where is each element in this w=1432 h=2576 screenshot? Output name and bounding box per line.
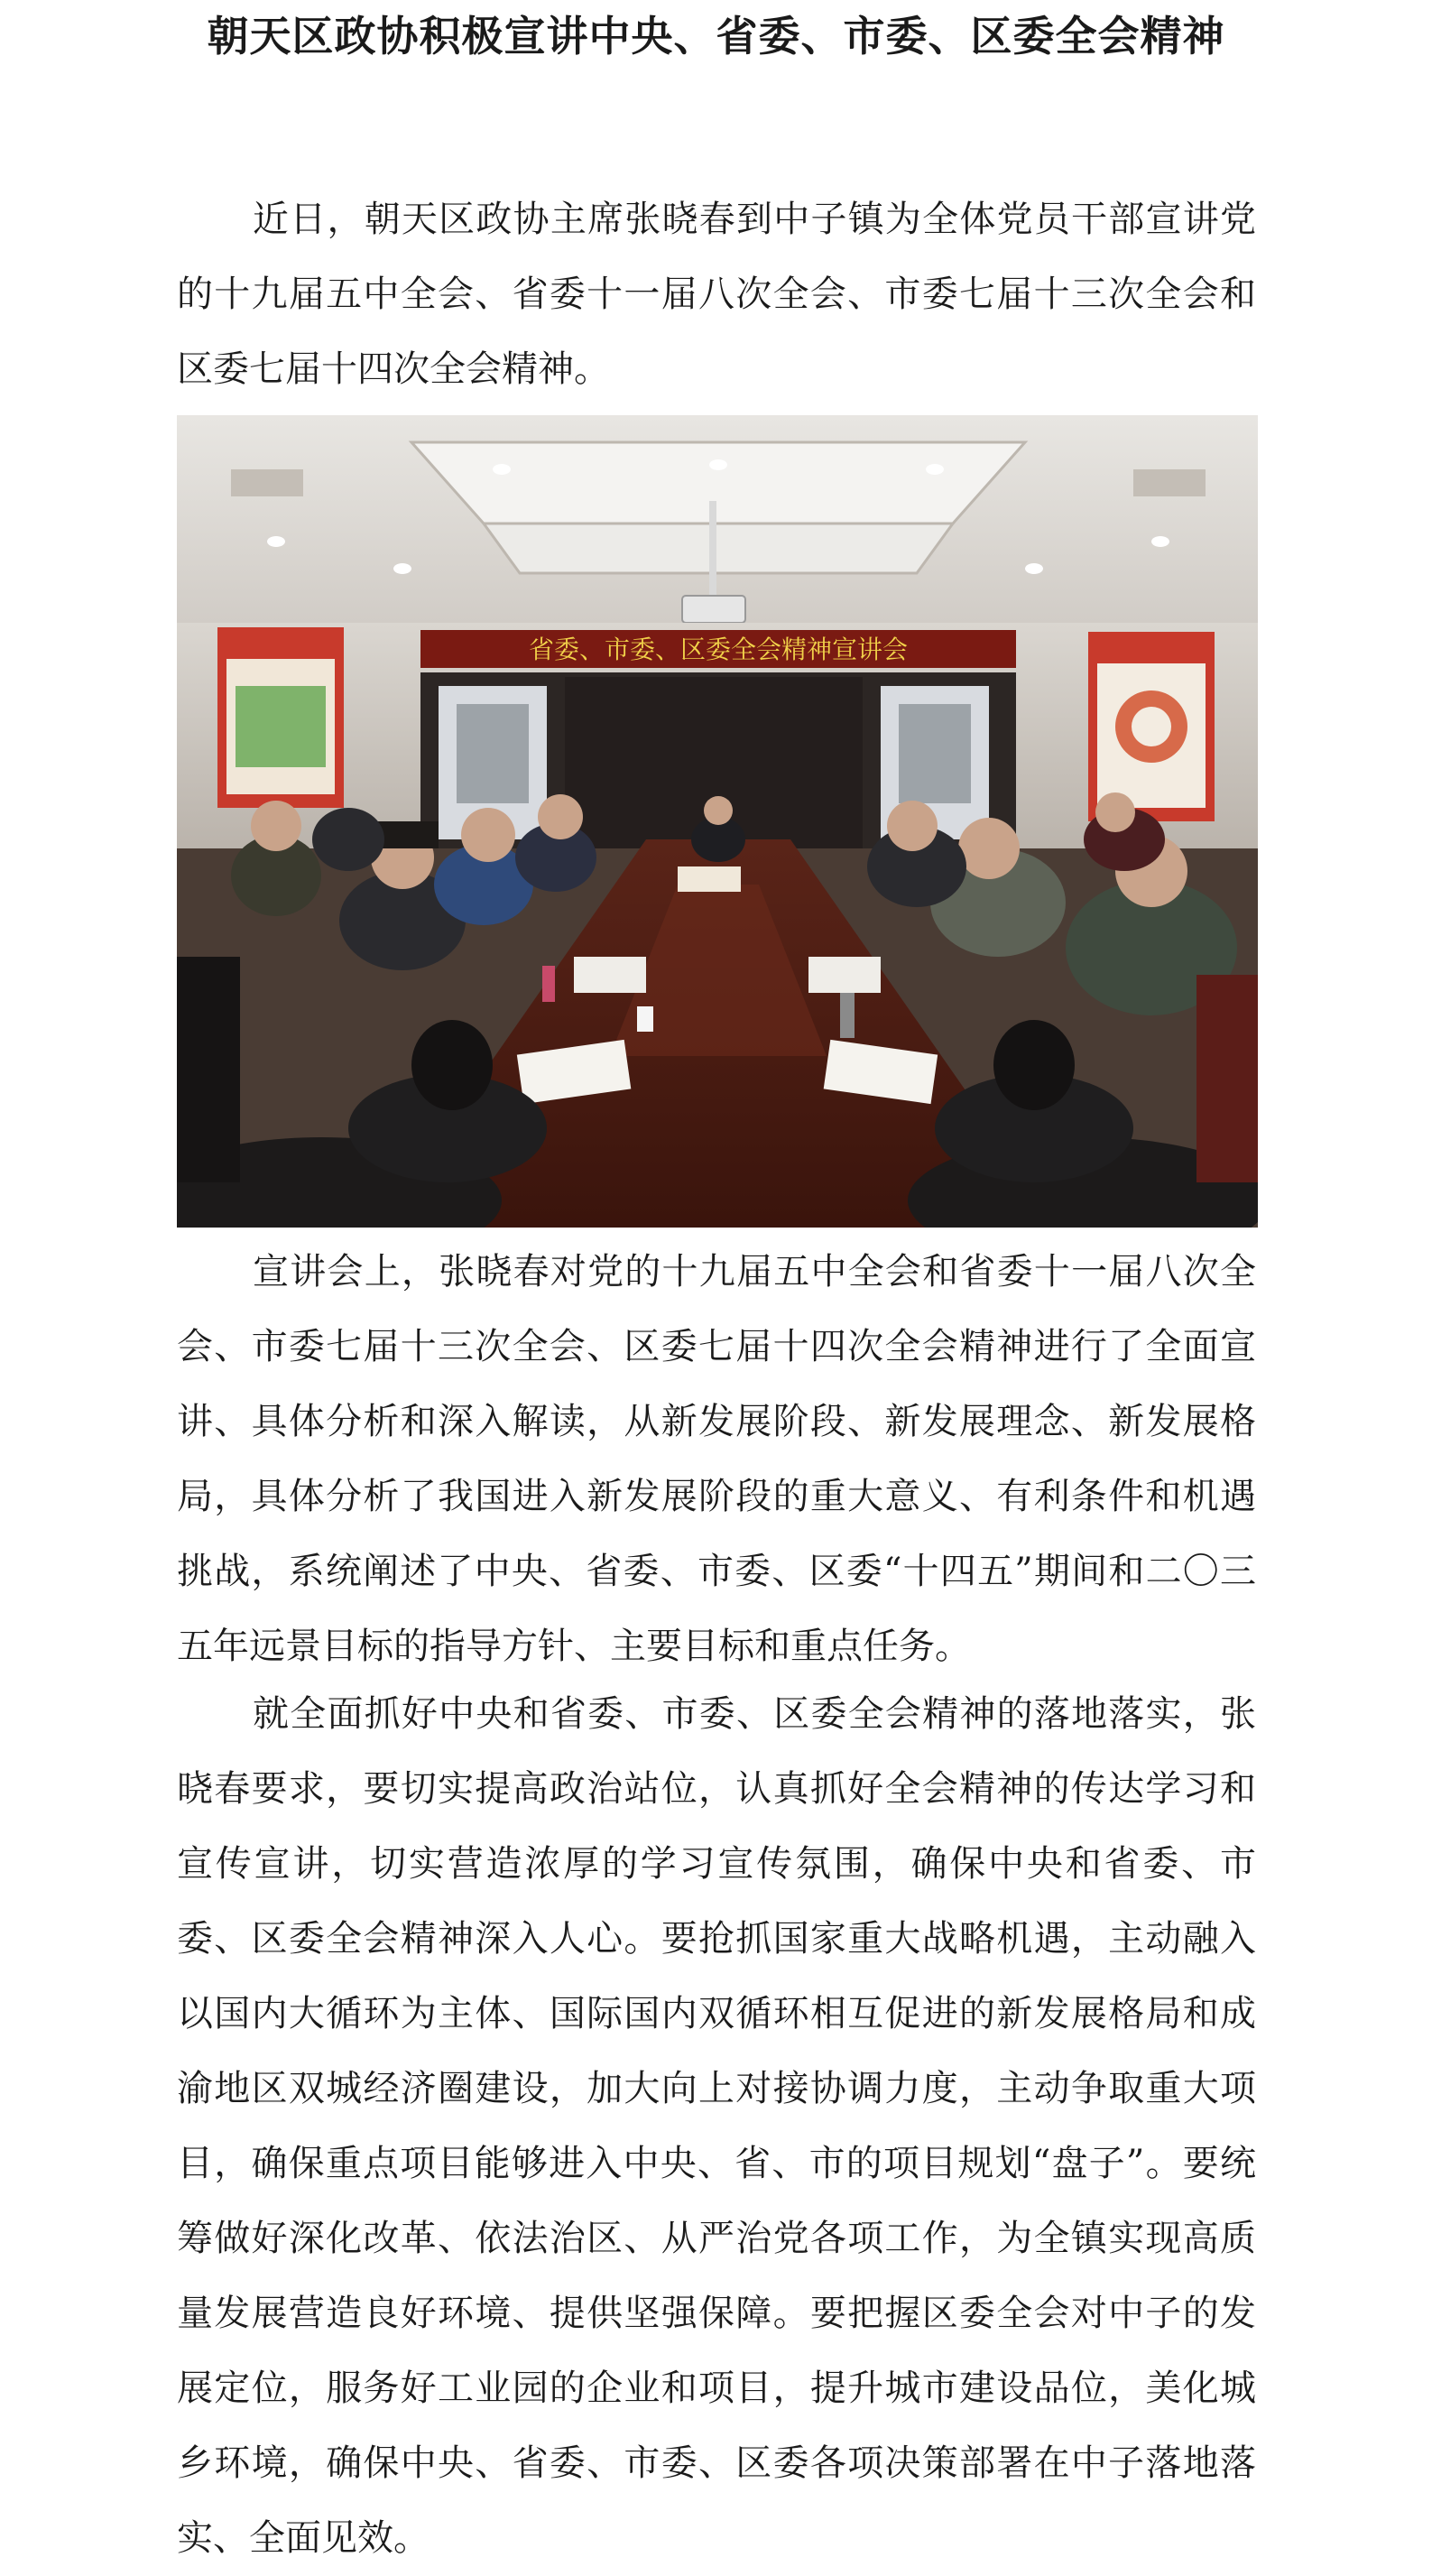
projector [709,501,716,600]
banner-text: 省委、市委、区委全会精神宣讲会 [528,635,909,664]
paragraph-3: 就全面抓好中央和省委、市委、区委全会精神的落地落实，张晓春要求，要切实提高政治站位，认真抓好全会精神的传达学习和宣传宣讲，切实营造浓厚的学习宣传氛围，确保中央和省委、市委、区委全会精神深入人心。要抢抓国家重大战略机遇，主动融入以国内大循环为主体、国际国内双循环相互促进的新发展格局和成渝地区双城经济圈建设，加大向上对接协调力度，主动争取重大项目，确保重点项目能够进入中央、省、市的项目规划“盘子”。要统筹做好深化改革、依法治区、从严治党各项工作，为全镇实现高质量发展营造良好环境、提供坚强保障。要把握区委全会对中子的发展定位，服务好工业园的企业和项目，提升城市建设品位，美化城乡环境，确保中央、省委、市委、区委各项决策部署在中子落地落实、全面见效。 [177,1693,1256,2559]
meeting-photo [177,415,1258,1228]
paragraph-2: 宣讲会上，张晓春对党的十九届五中全会和省委十一届八次全会、市委七届十三次全会、区委七届十四次全会精神进行了全面宣讲、具体分析和深入解读，从新发展阶段、新发展理念、新发展格局，具体分析了我国进入新发展阶段的重大意义、有利条件和机遇挑战，系统阐述了中央、省委、市委、区委“十四五”期间和二〇三五年远景目标的指导方针、主要目标和重点任务。 [177,1251,1256,1667]
paragraph-1: 近日，朝天区政协主席张晓春到中子镇为全体党员干部宣讲党的十九届五中全会、省委十一届八次全会、市委七届十三次全会和区委七届十四次全会精神。 [177,199,1256,390]
article-title: 朝天区政协积极宣讲中央、省委、市委、区委全会精神 [207,12,1225,60]
